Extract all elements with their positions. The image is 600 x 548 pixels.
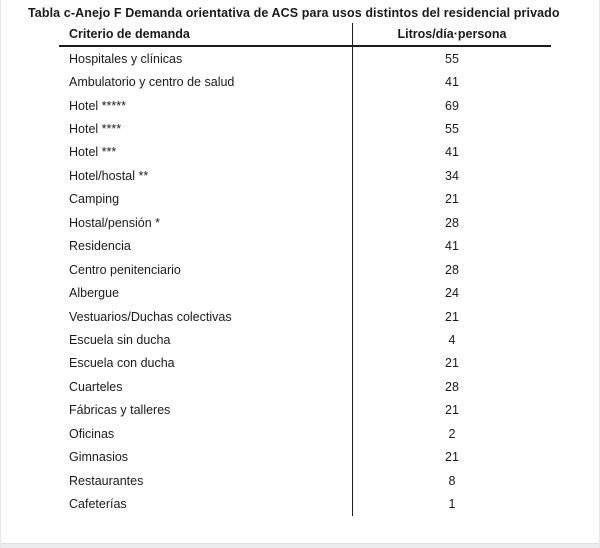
row-value: 21 (445, 450, 459, 465)
table-row (59, 188, 551, 211)
row-value: 2 (448, 426, 456, 441)
table-row (59, 445, 551, 468)
row-criterio: Escuela sin ducha (59, 328, 353, 351)
row-value: 41 (445, 145, 459, 160)
row-value: 1 (448, 497, 456, 512)
acs-demand-table (59, 23, 551, 516)
row-value: 8 (448, 473, 456, 488)
table-row (59, 235, 551, 258)
row-criterio: Hotel **** (59, 117, 353, 140)
row-value: 24 (445, 286, 459, 301)
row-value: 41 (445, 239, 459, 254)
row-criterio: Fábricas y talleres (59, 399, 353, 422)
table-row (59, 352, 551, 375)
row-criterio: Hospitales y clínicas (59, 47, 353, 70)
table-row (59, 70, 551, 93)
row-criterio: Camping (59, 188, 353, 211)
table-row (59, 141, 551, 164)
table-body (59, 47, 551, 516)
table-row (59, 469, 551, 492)
table-row (59, 47, 551, 70)
table-row (59, 399, 551, 422)
table-header-row (59, 23, 551, 47)
row-value: 21 (445, 192, 459, 207)
table-row (59, 305, 551, 328)
row-criterio: Centro penitenciario (59, 258, 353, 281)
row-value: 28 (445, 215, 459, 230)
table-row (59, 164, 551, 187)
table-title: Tabla c-Anejo F Demanda orientativa de ACS para usos distintos del residencial privado (28, 6, 560, 20)
row-criterio: Ambulatorio y centro de salud (59, 70, 353, 93)
row-criterio: Oficinas (59, 422, 353, 445)
row-criterio: Restaurantes (59, 469, 353, 492)
row-value: 69 (445, 98, 459, 113)
table-row (59, 281, 551, 304)
row-criterio: Hostal/pensión * (59, 211, 353, 234)
row-criterio: Hotel *** (59, 141, 353, 164)
column-header-criterio: Criterio de demanda (59, 23, 353, 45)
row-value: 21 (445, 309, 459, 324)
column-header-litros: Litros/día·persona (397, 27, 507, 41)
row-criterio: Vestuarios/Duchas colectivas (59, 305, 353, 328)
row-value: 55 (445, 122, 459, 137)
table-row (59, 211, 551, 234)
row-criterio: Albergue (59, 281, 353, 304)
row-value: 28 (445, 379, 459, 394)
table-row (59, 258, 551, 281)
table-row (59, 94, 551, 117)
row-criterio: Gimnasios (59, 445, 353, 468)
row-value: 34 (445, 168, 459, 183)
table-row (59, 375, 551, 398)
row-criterio: Hotel/hostal ** (59, 164, 353, 187)
row-value: 21 (445, 403, 459, 418)
row-value: 28 (445, 262, 459, 277)
row-value: 41 (445, 75, 459, 90)
table-row (59, 492, 551, 515)
row-value: 21 (445, 356, 459, 371)
row-criterio: Cuarteles (59, 375, 353, 398)
row-criterio: Residencia (59, 235, 353, 258)
row-value: 4 (448, 332, 456, 347)
row-criterio: Cafeterías (59, 492, 353, 515)
page-bottom-edge (1, 543, 599, 548)
row-criterio: Escuela con ducha (59, 352, 353, 375)
table-row (59, 117, 551, 140)
table-row (59, 422, 551, 445)
row-value: 55 (445, 51, 459, 66)
row-criterio: Hotel ***** (59, 94, 353, 117)
table-row (59, 328, 551, 351)
